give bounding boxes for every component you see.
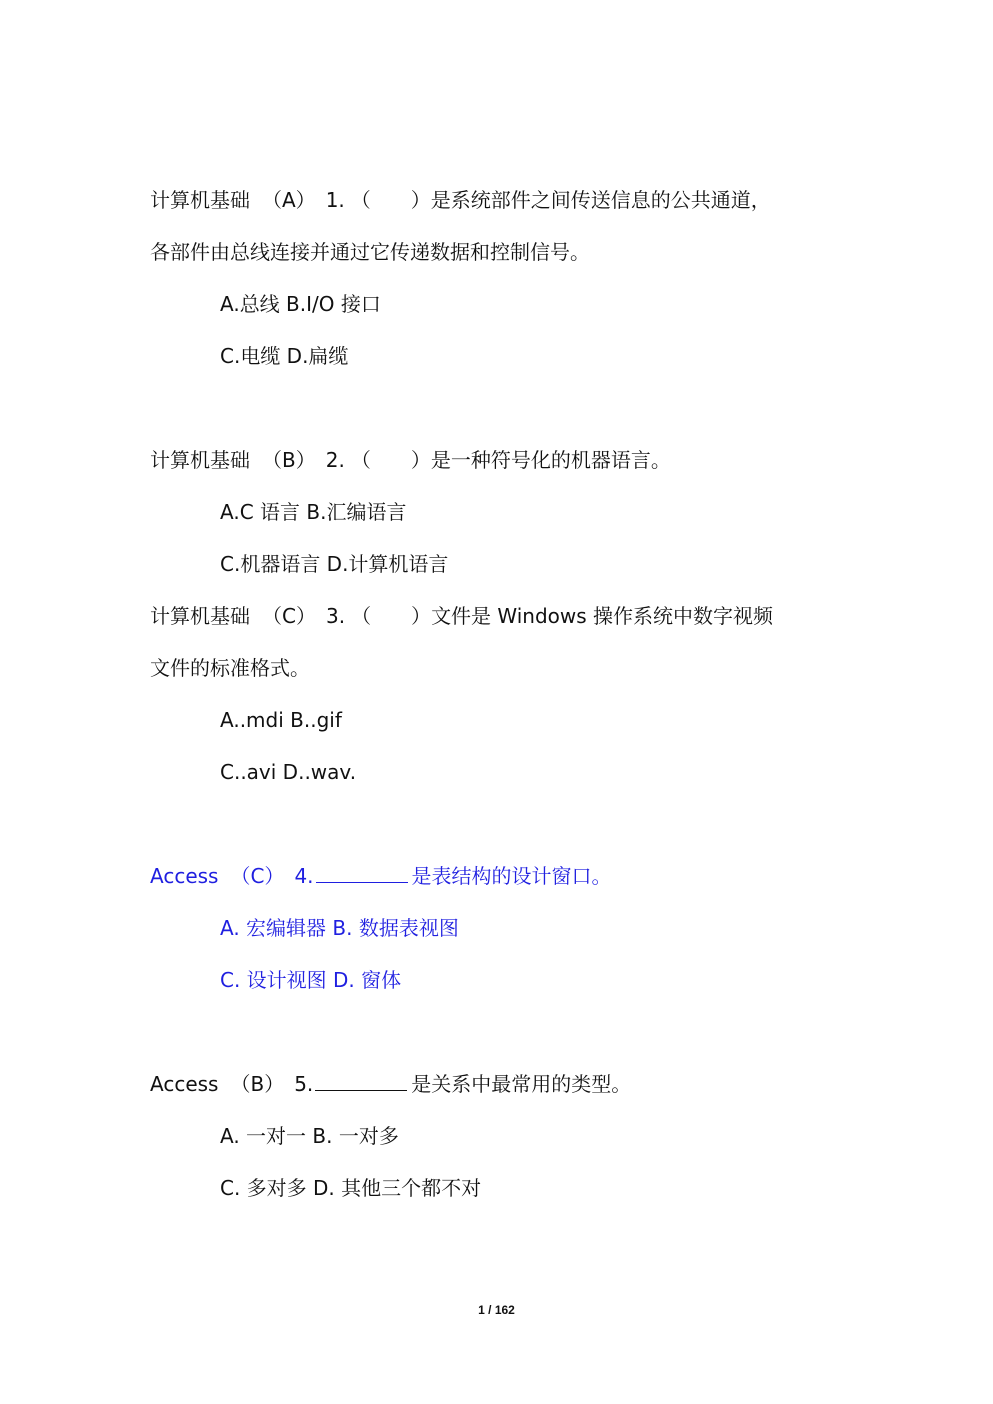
question-5-options-cd: C. 多对多 D. 其他三个都不对 <box>220 1176 482 1200</box>
question-category: 计算机基础 <box>150 448 250 472</box>
question-blank: （ ） <box>351 604 432 628</box>
question-blank: （ ） <box>350 188 431 212</box>
question-2-stem <box>150 447 671 473</box>
question-category: Access <box>150 864 219 888</box>
question-text: 是表结构的设计窗口。 <box>411 864 612 888</box>
question-1-options-cd: C.电缆 D.扁缆 <box>220 344 349 368</box>
question-category: Access <box>150 1072 219 1096</box>
question-4-options-ab: A. 宏编辑器 B. 数据表视图 <box>220 916 459 940</box>
question-text: 是关系中最常用的类型。 <box>411 1072 632 1096</box>
page-indicator: 1 / 162 <box>478 1303 515 1317</box>
question-3-stem <box>150 603 773 629</box>
question-text: 文件是 Windows 操作系统中数字视频 <box>431 604 774 628</box>
answer-key: （B） <box>230 1072 285 1096</box>
answer-key: （A） <box>262 188 316 212</box>
answer-key: （C） <box>262 604 316 628</box>
question-blank: （ ） <box>350 448 431 472</box>
question-number: 1. <box>325 188 345 212</box>
question-2-options-ab: A.C 语言 B.汇编语言 <box>220 500 407 524</box>
answer-key: （C） <box>230 864 285 888</box>
question-3-stem-cont: 文件的标准格式。 <box>150 656 310 680</box>
question-4-stem <box>150 863 612 889</box>
fill-in-blank <box>316 864 408 883</box>
fill-in-blank <box>315 1072 407 1091</box>
question-number: 3. <box>325 604 346 628</box>
question-category: 计算机基础 <box>150 188 250 212</box>
question-category: 计算机基础 <box>150 604 250 628</box>
question-number: 5. <box>294 1072 314 1096</box>
question-5-stem <box>150 1071 631 1097</box>
question-3-options-ab: A..mdi B..gif <box>220 708 342 732</box>
question-5-options-ab: A. 一对一 B. 一对多 <box>220 1124 399 1148</box>
question-3-options-cd: C..avi D..wav. <box>220 760 357 784</box>
question-1-stem-cont: 各部件由总线连接并通过它传递数据和控制信号。 <box>150 240 590 264</box>
question-1-stem <box>150 187 771 213</box>
question-1-options-ab: A.总线 B.I/O 接口 <box>220 292 381 316</box>
question-text: 是一种符号化的机器语言。 <box>430 448 671 472</box>
question-number: 2. <box>325 448 345 472</box>
question-2-options-cd: C.机器语言 D.计算机语言 <box>220 552 449 576</box>
question-text: 是系统部件之间传送信息的公共通道， <box>430 188 771 212</box>
answer-key: （B） <box>262 448 316 472</box>
question-4-options-cd: C. 设计视图 D. 窗体 <box>220 968 402 992</box>
question-number: 4. <box>294 864 314 888</box>
